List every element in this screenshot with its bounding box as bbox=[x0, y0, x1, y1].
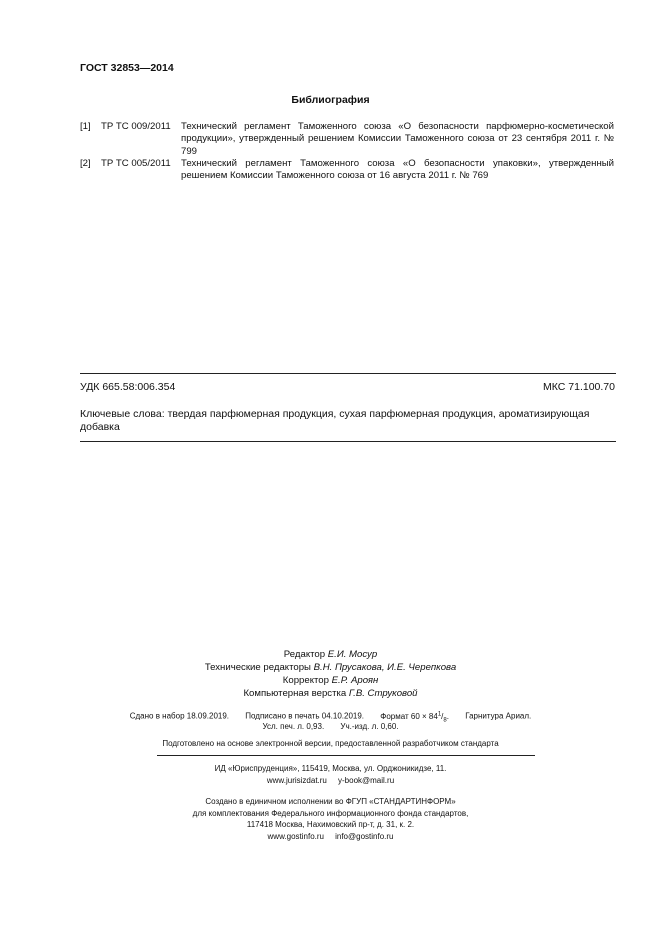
producer-email: info@gostinfo.ru bbox=[335, 831, 394, 841]
entry-number: [1] bbox=[80, 121, 91, 132]
layout-label: Компьютерная верстка bbox=[243, 688, 347, 699]
keywords-label: Ключевые слова: bbox=[80, 408, 165, 420]
layout-line bbox=[0, 687, 661, 700]
entry-code: ТР ТС 009/2011 bbox=[101, 121, 171, 132]
bibliography-entry bbox=[80, 121, 614, 158]
corrector-label: Корректор bbox=[282, 675, 329, 686]
bibliography-entry bbox=[80, 158, 614, 183]
credits-block bbox=[0, 648, 661, 700]
producer-block bbox=[0, 796, 661, 842]
prepared-note: Подготовлено на основе электронной версии, предоставленной разработчиком стандарта bbox=[162, 739, 499, 748]
publisher-contacts bbox=[0, 775, 661, 787]
format-prefix: Формат 60 × 84 bbox=[380, 711, 438, 721]
producer-line-1: Создано в единичном исполнении во ФГУП «СТАНДАРТИНФОРМ» bbox=[205, 797, 456, 806]
signed-date: Подписано в печать 04.10.2019. bbox=[245, 711, 365, 721]
tech-editors-names: В.Н. Прусакова, И.Е. Черепкова bbox=[313, 662, 457, 673]
publishing-sheets: Уч.-изд. л. 0,60. bbox=[340, 722, 399, 731]
font-face: Гарнитура Ариал. bbox=[465, 711, 532, 721]
entry-code: ТР ТС 005/2011 bbox=[101, 158, 171, 169]
udk-code: УДК 665.58:006.354 bbox=[80, 381, 176, 393]
editor-name: Е.И. Мосур bbox=[327, 649, 378, 660]
divider-top bbox=[80, 373, 616, 374]
editor-label: Редактор bbox=[283, 649, 326, 660]
publisher-block bbox=[0, 763, 661, 786]
tech-editors-line bbox=[0, 661, 661, 674]
corrector-name: Е.Р. Ароян bbox=[331, 675, 379, 686]
producer-site: www.gostinfo.ru bbox=[267, 831, 324, 841]
format-numerator: 1 bbox=[437, 711, 442, 717]
mks-code: МКС 71.100.70 bbox=[543, 381, 615, 393]
producer-line-3: 117418 Москва, Нахимовский пр-т, д. 31, к. 2. bbox=[246, 820, 415, 829]
format: Формат $60 \times 84^1/_8$. bbox=[380, 711, 449, 724]
publisher-site: www.jurisizdat.ru bbox=[266, 775, 327, 785]
publication-line-2 bbox=[0, 721, 661, 732]
document-standard-number: ГОСТ 32853—2014 bbox=[80, 62, 174, 74]
editor-line bbox=[0, 648, 661, 661]
producer-contacts bbox=[0, 831, 661, 843]
producer-line-2: для комплектования Федерального информационного фонда стандартов, bbox=[192, 808, 469, 818]
publisher-address: ИД «Юриспруденция», 115419, Москва, ул. Орджоникидзе, 11. bbox=[214, 764, 447, 773]
tech-editors-label: Технические редакторы bbox=[204, 662, 311, 673]
bibliography-title: Библиография bbox=[291, 94, 370, 106]
format-denominator: 8 bbox=[443, 717, 447, 724]
keywords-value: твердая парфюмерная продукция, сухая парфюмерная продукция, ароматизирующая добавка bbox=[80, 408, 590, 433]
sent-date: Сдано в набор 18.09.2019. bbox=[129, 711, 230, 721]
divider-publisher bbox=[157, 755, 535, 756]
print-sheets: Усл. печ. л. 0,93. bbox=[262, 722, 325, 731]
corrector-line bbox=[0, 674, 661, 687]
entry-text: Технический регламент Таможенного союза «О безопасности парфюмерно-косметической продукции», утвержденный решением Комиссии Таможенного союза от 23 сентября 2011 г. № 799 bbox=[181, 121, 614, 157]
entry-text: Технический регламент Таможенного союза «О безопасности упаковки», утвержденный решением Комиссии Таможенного союза от 16 августа 2011 г. № 769 bbox=[181, 158, 614, 182]
divider-bottom bbox=[80, 441, 616, 442]
keywords bbox=[80, 408, 616, 434]
entry-number: [2] bbox=[80, 158, 91, 169]
publisher-email: y-book@mail.ru bbox=[338, 775, 395, 785]
layout-name: Г.В. Струковой bbox=[348, 688, 418, 699]
